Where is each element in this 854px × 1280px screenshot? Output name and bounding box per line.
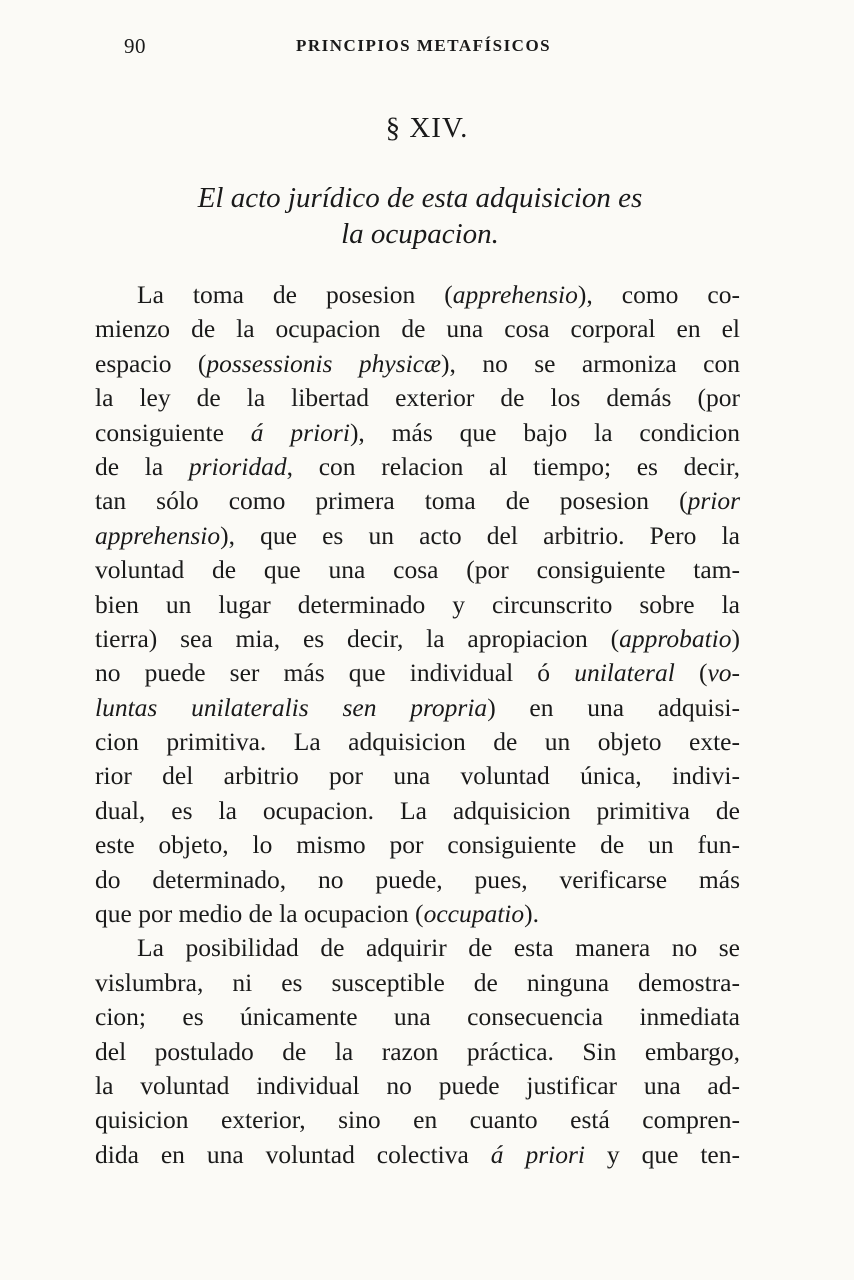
text-line <box>95 656 740 690</box>
body-text <box>95 278 740 1172</box>
text-line <box>95 416 740 450</box>
text-line <box>95 1138 740 1172</box>
text-segment: tan sólo como primera toma de posesion ( <box>95 486 688 516</box>
text-segment: cion primitiva. La adquisicion de un objeto exte- <box>95 727 740 757</box>
text-line <box>95 519 740 553</box>
text-segment: vislumbra, ni es susceptible de ninguna demostra- <box>95 967 740 997</box>
text-segment: mienzo de la ocupacion de una cosa corporal en el <box>95 314 740 344</box>
text-segment: cion; es únicamente una consecuencia inmediata <box>95 1002 740 1032</box>
italic-text: á priori <box>490 1139 585 1169</box>
text-line <box>95 1035 740 1069</box>
text-segment: no puede ser más que individual ó <box>95 658 575 688</box>
text-line <box>95 691 740 725</box>
italic-text: prior <box>687 486 740 516</box>
text-segment: dida en una voluntad colectiva <box>95 1139 491 1169</box>
text-segment: que por medio de la ocupacion ( <box>95 899 424 929</box>
italic-text: occupatio <box>423 899 525 929</box>
text-line <box>95 312 740 346</box>
text-segment: dual, es la ocupacion. La adquisicion primitiva de <box>95 795 740 825</box>
section-title-line: El acto jurídico de esta adquisicion es <box>197 182 643 214</box>
text-segment: del postulado de la razon práctica. Sin embargo, <box>95 1036 740 1066</box>
italic-text: apprehensio <box>452 280 578 309</box>
running-header <box>124 34 744 64</box>
text-segment: ), no se armoniza con <box>441 348 740 378</box>
text-segment: ), que es un acto del arbitrio. Pero la <box>220 520 740 550</box>
text-segment: La posibilidad de adquirir de esta manera no se <box>137 933 740 963</box>
text-line <box>95 966 740 1000</box>
text-segment: rior del arbitrio por una voluntad única, indivi- <box>95 761 740 791</box>
text-segment: ), más que bajo la condicion <box>349 417 740 447</box>
text-line <box>95 381 740 415</box>
text-line <box>95 897 740 931</box>
text-line <box>95 1103 740 1137</box>
section-title <box>150 180 690 252</box>
text-segment: ) <box>731 623 740 653</box>
text-segment: este objeto, lo mismo por consiguiente de un fun- <box>95 830 740 860</box>
italic-text: á priori <box>250 417 350 447</box>
text-line <box>95 1000 740 1034</box>
text-segment: La toma de posesion ( <box>137 280 453 309</box>
italic-text: vo- <box>707 658 740 688</box>
text-line <box>95 759 740 793</box>
text-segment: tierra) sea mia, es decir, la apropiacion ( <box>95 623 620 653</box>
section-title-line: la ocupacion. <box>341 218 499 250</box>
text-line <box>95 1069 740 1103</box>
text-line <box>95 553 740 587</box>
text-line <box>95 931 740 965</box>
text-line <box>95 450 740 484</box>
italic-text: unilateral <box>574 658 675 688</box>
text-segment: voluntad de que una cosa (por consiguiente tam- <box>95 555 740 585</box>
text-line <box>95 622 740 656</box>
italic-text: approbatio <box>619 623 732 653</box>
text-line <box>95 794 740 828</box>
text-line <box>95 863 740 897</box>
text-line <box>95 725 740 759</box>
text-line <box>95 347 740 381</box>
italic-text: possessionis physicæ <box>206 348 442 378</box>
text-segment: , con relacion al tiempo; es decir, <box>286 451 740 481</box>
italic-text: luntas unilateralis sen propria <box>95 692 488 722</box>
text-segment: la ley de la libertad exterior de los demás (por <box>95 383 740 413</box>
text-segment: ( <box>674 658 708 688</box>
text-segment: de la <box>95 451 189 481</box>
text-line <box>95 828 740 862</box>
text-segment: consiguiente <box>95 417 251 447</box>
text-segment: bien un lugar determinado y circunscrito sobre la <box>95 589 740 619</box>
text-segment: ). <box>524 899 539 929</box>
text-segment: ) en una adquisi- <box>487 692 740 722</box>
text-segment: espacio ( <box>95 348 207 378</box>
page-number: 90 <box>124 34 146 58</box>
text-segment: la voluntad individual no puede justificar una ad- <box>95 1070 740 1100</box>
text-segment: y que ten- <box>584 1139 740 1169</box>
text-segment: ), como co- <box>577 280 740 309</box>
section-heading: § XIV. <box>385 112 469 144</box>
text-line <box>95 588 740 622</box>
text-segment: do determinado, no puede, pues, verificarse más <box>95 864 740 894</box>
text-segment: quisicion exterior, sino en cuanto está compren- <box>95 1105 740 1135</box>
running-title: PRINCIPIOS METAFÍSICOS <box>296 36 552 55</box>
italic-text: apprehensio <box>95 520 221 550</box>
italic-text: prioridad <box>188 451 287 481</box>
text-line <box>95 484 740 518</box>
text-line <box>95 278 740 312</box>
